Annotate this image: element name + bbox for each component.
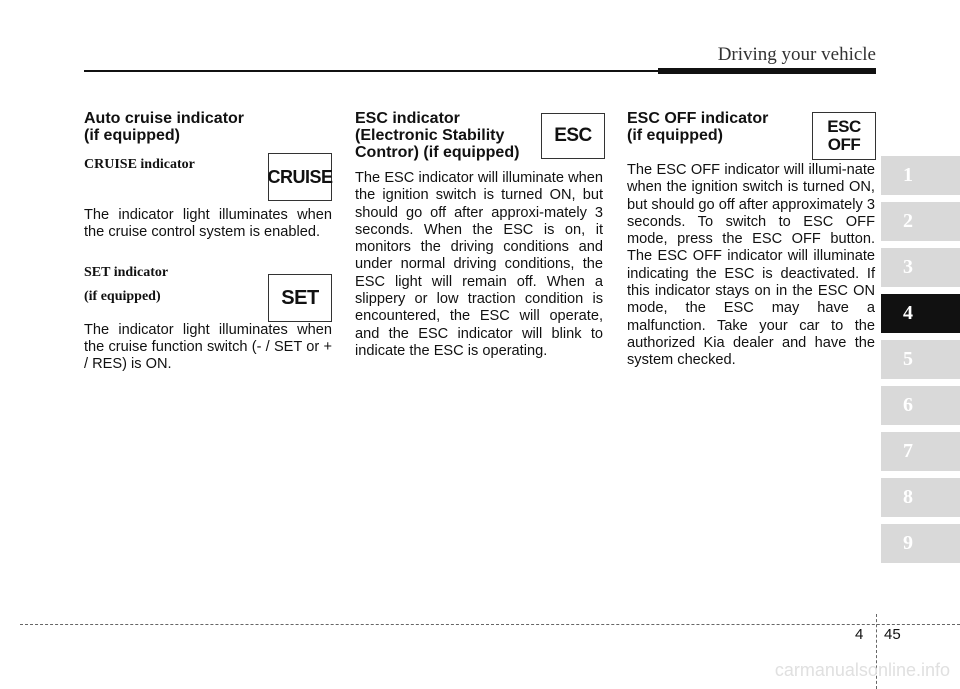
- chapter-tab-3[interactable]: 3: [881, 248, 960, 287]
- chapter-tab-1[interactable]: 1: [881, 156, 960, 195]
- cruise-indicator-text: The indicator light illuminates when the cruise control system is enabled.: [84, 207, 332, 241]
- esc-off-text: The ESC OFF indicator will illumi-nate when the ignition switch is turned ON, but should go off after approximately 3 seconds. To switch to ESC OFF mode, press the ESC OFF button. The ESC OFF indicator will illuminate indicating the ESC is deactivated. If this indicator stays on in the ESC ON mode, the ESC may have a malfunction. Take your car to the authorized Kia dealer and have the system checked.: [627, 162, 875, 369]
- footer-rule: [20, 624, 960, 625]
- footer-page-number: 45: [884, 626, 901, 643]
- set-indicator-label: SET indicator: [84, 264, 169, 280]
- section-title: Driving your vehicle: [717, 44, 876, 65]
- auto-cruise-heading: [84, 110, 332, 144]
- watermark: carmanualsonline.info: [774, 660, 950, 680]
- chapter-tab-5[interactable]: 5: [881, 340, 960, 379]
- set-indicator-label-qualifier: (if equipped): [84, 288, 161, 304]
- heading-line: Auto cruise indicator: [84, 110, 245, 127]
- heading-line: ESC OFF indicator: [627, 110, 769, 127]
- header-rule: [84, 70, 662, 72]
- chapter-tab-9[interactable]: 9: [881, 524, 960, 563]
- heading-line: Contror) (if equipped): [355, 144, 520, 161]
- esc-off-indicator-icon: [812, 112, 876, 160]
- chapter-tab-7[interactable]: 7: [881, 432, 960, 471]
- header-rule-accent: [658, 68, 876, 74]
- esc-off-icon-line: OFF: [827, 135, 861, 154]
- esc-off-icon-line: ESC: [827, 117, 861, 136]
- heading-line: (if equipped): [84, 127, 180, 144]
- esc-text: The ESC indicator will illuminate when the ignition switch is turned ON, but should go off after approxi-mately 3 seconds. When the ESC is on, it monitors the driving conditions and under normal driving conditions, the ESC light will remain off. When a slippery or low traction condition is encountered, the ESC will operate, and the ESC indicator will blink to indicate the ESC is operating.: [355, 170, 603, 359]
- cruise-indicator-label: CRUISE indicator: [84, 157, 195, 172]
- chapter-tabs: [881, 156, 960, 570]
- footer-chapter-number: 4: [855, 626, 864, 643]
- esc-indicator-icon: ESC: [541, 113, 605, 159]
- chapter-tab-8[interactable]: 8: [881, 478, 960, 517]
- chapter-tab-4[interactable]: 4: [881, 294, 960, 333]
- heading-line: (Electronic Stability: [355, 127, 505, 144]
- heading-line: ESC indicator: [355, 110, 460, 127]
- chapter-tab-2[interactable]: 2: [881, 202, 960, 241]
- set-indicator-text: The indicator light illuminates when the cruise function switch (- / SET or + / RES) is ON.: [84, 321, 332, 373]
- auto-cruise-column: [84, 110, 332, 373]
- cruise-indicator-icon: CRUISE: [268, 153, 332, 201]
- set-indicator-icon: SET: [268, 274, 332, 322]
- heading-line: (if equipped): [627, 127, 723, 144]
- chapter-tab-6[interactable]: 6: [881, 386, 960, 425]
